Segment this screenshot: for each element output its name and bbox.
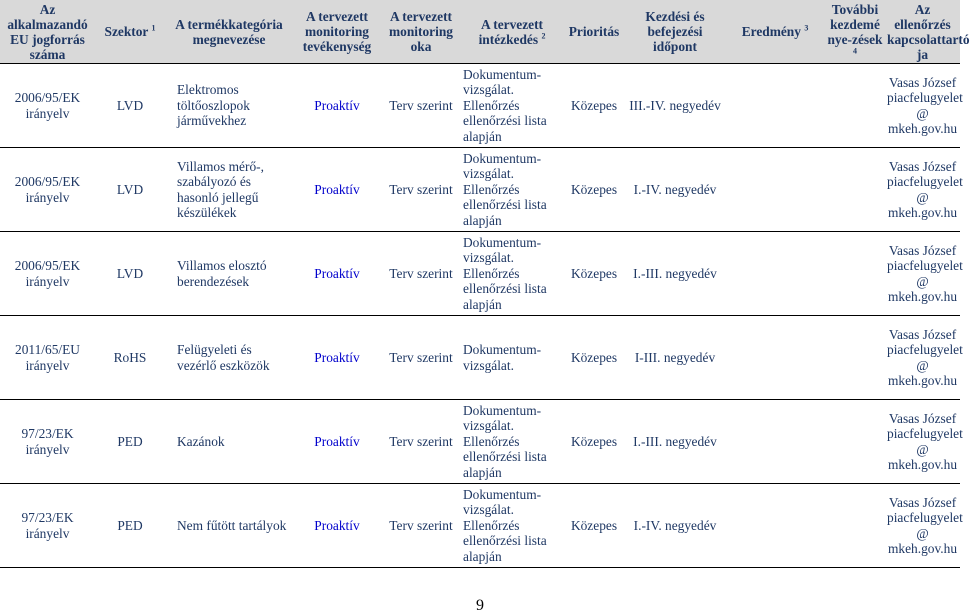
cell-contact: Vasas József piacfelugyelet @ mkeh.gov.hu [885,64,960,148]
cell-contact: Vasas József piacfelugyelet @ mkeh.gov.hu [885,484,960,568]
header-product-category: A termékkategória megnevezése [165,0,293,64]
cell-reason: Terv szerint [381,316,461,400]
cell-period: I.-III. negyedév [625,232,725,316]
cell-result [725,484,825,568]
cell-activity: Proaktív [293,400,381,484]
cell-measure: Dokumentum-vizsgálat. [461,316,563,400]
cell-sector: PED [95,400,165,484]
cell-measure: Dokumentum-vizsgálat. Ellenőrzés ellenőrzési lista alapján [461,148,563,232]
header-period: Kezdési és befejezési időpont [625,0,725,64]
cell-sector: PED [95,484,165,568]
table-row [0,400,960,484]
cell-sector: LVD [95,232,165,316]
header-result: Eredmény $^3$ [725,0,825,64]
cell-further [825,400,885,484]
header-monitoring-reason: A tervezett monitoring oka [381,0,461,64]
cell-priority: Közepes [563,232,625,316]
cell-measure: Dokumentum-vizsgálat. Ellenőrzés ellenőrzési lista alapján [461,232,563,316]
cell-contact: Vasas József piacfelugyelet @ mkeh.gov.hu [885,148,960,232]
cell-priority: Közepes [563,148,625,232]
cell-result [725,148,825,232]
cell-further [825,484,885,568]
cell-sector: RoHS [95,316,165,400]
cell-measure: Dokumentum-vizsgálat. Ellenőrzés ellenőrzési lista alapján [461,64,563,148]
cell-priority: Közepes [563,316,625,400]
cell-further [825,64,885,148]
cell-period: III.-IV. negyedév [625,64,725,148]
cell-reason: Terv szerint [381,484,461,568]
header-priority: Prioritás [563,0,625,64]
cell-source: 97/23/EK irányelv [0,484,95,568]
cell-source: 2006/95/EK irányelv [0,232,95,316]
cell-priority: Közepes [563,400,625,484]
cell-further [825,316,885,400]
cell-category: Nem fűtött tartályok [165,484,293,568]
header-further-initiatives: További kezdemé nye-zések $^4$ [825,0,885,64]
cell-result [725,400,825,484]
header-monitoring-activity: A tervezett monitoring tevékenység [293,0,381,64]
page-number: 9 [476,597,484,614]
cell-category: Kazánok [165,400,293,484]
cell-category: Villamos elosztó berendezések [165,232,293,316]
table-row [0,232,960,316]
table-row [0,484,960,568]
table-row [0,64,960,148]
header-row [0,0,960,64]
cell-source: 2006/95/EK irányelv [0,148,95,232]
cell-activity: Proaktív [293,316,381,400]
cell-category: Elektromos töltőoszlopok járművekhez [165,64,293,148]
header-legal-source: Az alkalmazandó EU jogforrás száma [0,0,95,64]
cell-reason: Terv szerint [381,64,461,148]
cell-result [725,64,825,148]
cell-activity: Proaktív [293,232,381,316]
cell-source: 2011/65/EU irányelv [0,316,95,400]
cell-contact: Vasas József piacfelugyelet @ mkeh.gov.hu [885,400,960,484]
header-measure: A tervezett intézkedés $^2$ [461,0,563,64]
cell-measure: Dokumentum-vizsgálat. Ellenőrzés ellenőrzési lista alapján [461,484,563,568]
cell-period: I.-IV. negyedév [625,484,725,568]
cell-priority: Közepes [563,484,625,568]
cell-activity: Proaktív [293,64,381,148]
cell-period: I.-III. negyedév [625,400,725,484]
header-contact: Az ellenőrzés kapcsolattartó ja [887,1,970,62]
cell-period: I-III. negyedév [625,316,725,400]
cell-further [825,148,885,232]
cell-measure: Dokumentum-vizsgálat. Ellenőrzés ellenőrzési lista alapján [461,400,563,484]
cell-period: I.-IV. negyedév [625,148,725,232]
cell-category: Villamos mérő-, szabályozó és hasonló jellegű készülékek [165,148,293,232]
cell-contact: Vasas József piacfelugyelet @ mkeh.gov.hu [885,232,960,316]
cell-activity: Proaktív [293,148,381,232]
cell-contact: Vasas József piacfelugyelet @ mkeh.gov.hu [885,316,960,400]
cell-activity: Proaktív [293,484,381,568]
table-row [0,148,960,232]
cell-source: 97/23/EK irányelv [0,400,95,484]
cell-sector: LVD [95,64,165,148]
cell-result [725,232,825,316]
cell-category: Felügyeleti és vezérlő eszközök [165,316,293,400]
header-sector: Szektor $^1$ [95,0,165,64]
table-row [0,316,960,400]
cell-reason: Terv szerint [381,400,461,484]
cell-reason: Terv szerint [381,148,461,232]
cell-reason: Terv szerint [381,232,461,316]
cell-result [725,316,825,400]
cell-priority: Közepes [563,64,625,148]
cell-further [825,232,885,316]
cell-source: 2006/95/EK irányelv [0,64,95,148]
cell-sector: LVD [95,148,165,232]
